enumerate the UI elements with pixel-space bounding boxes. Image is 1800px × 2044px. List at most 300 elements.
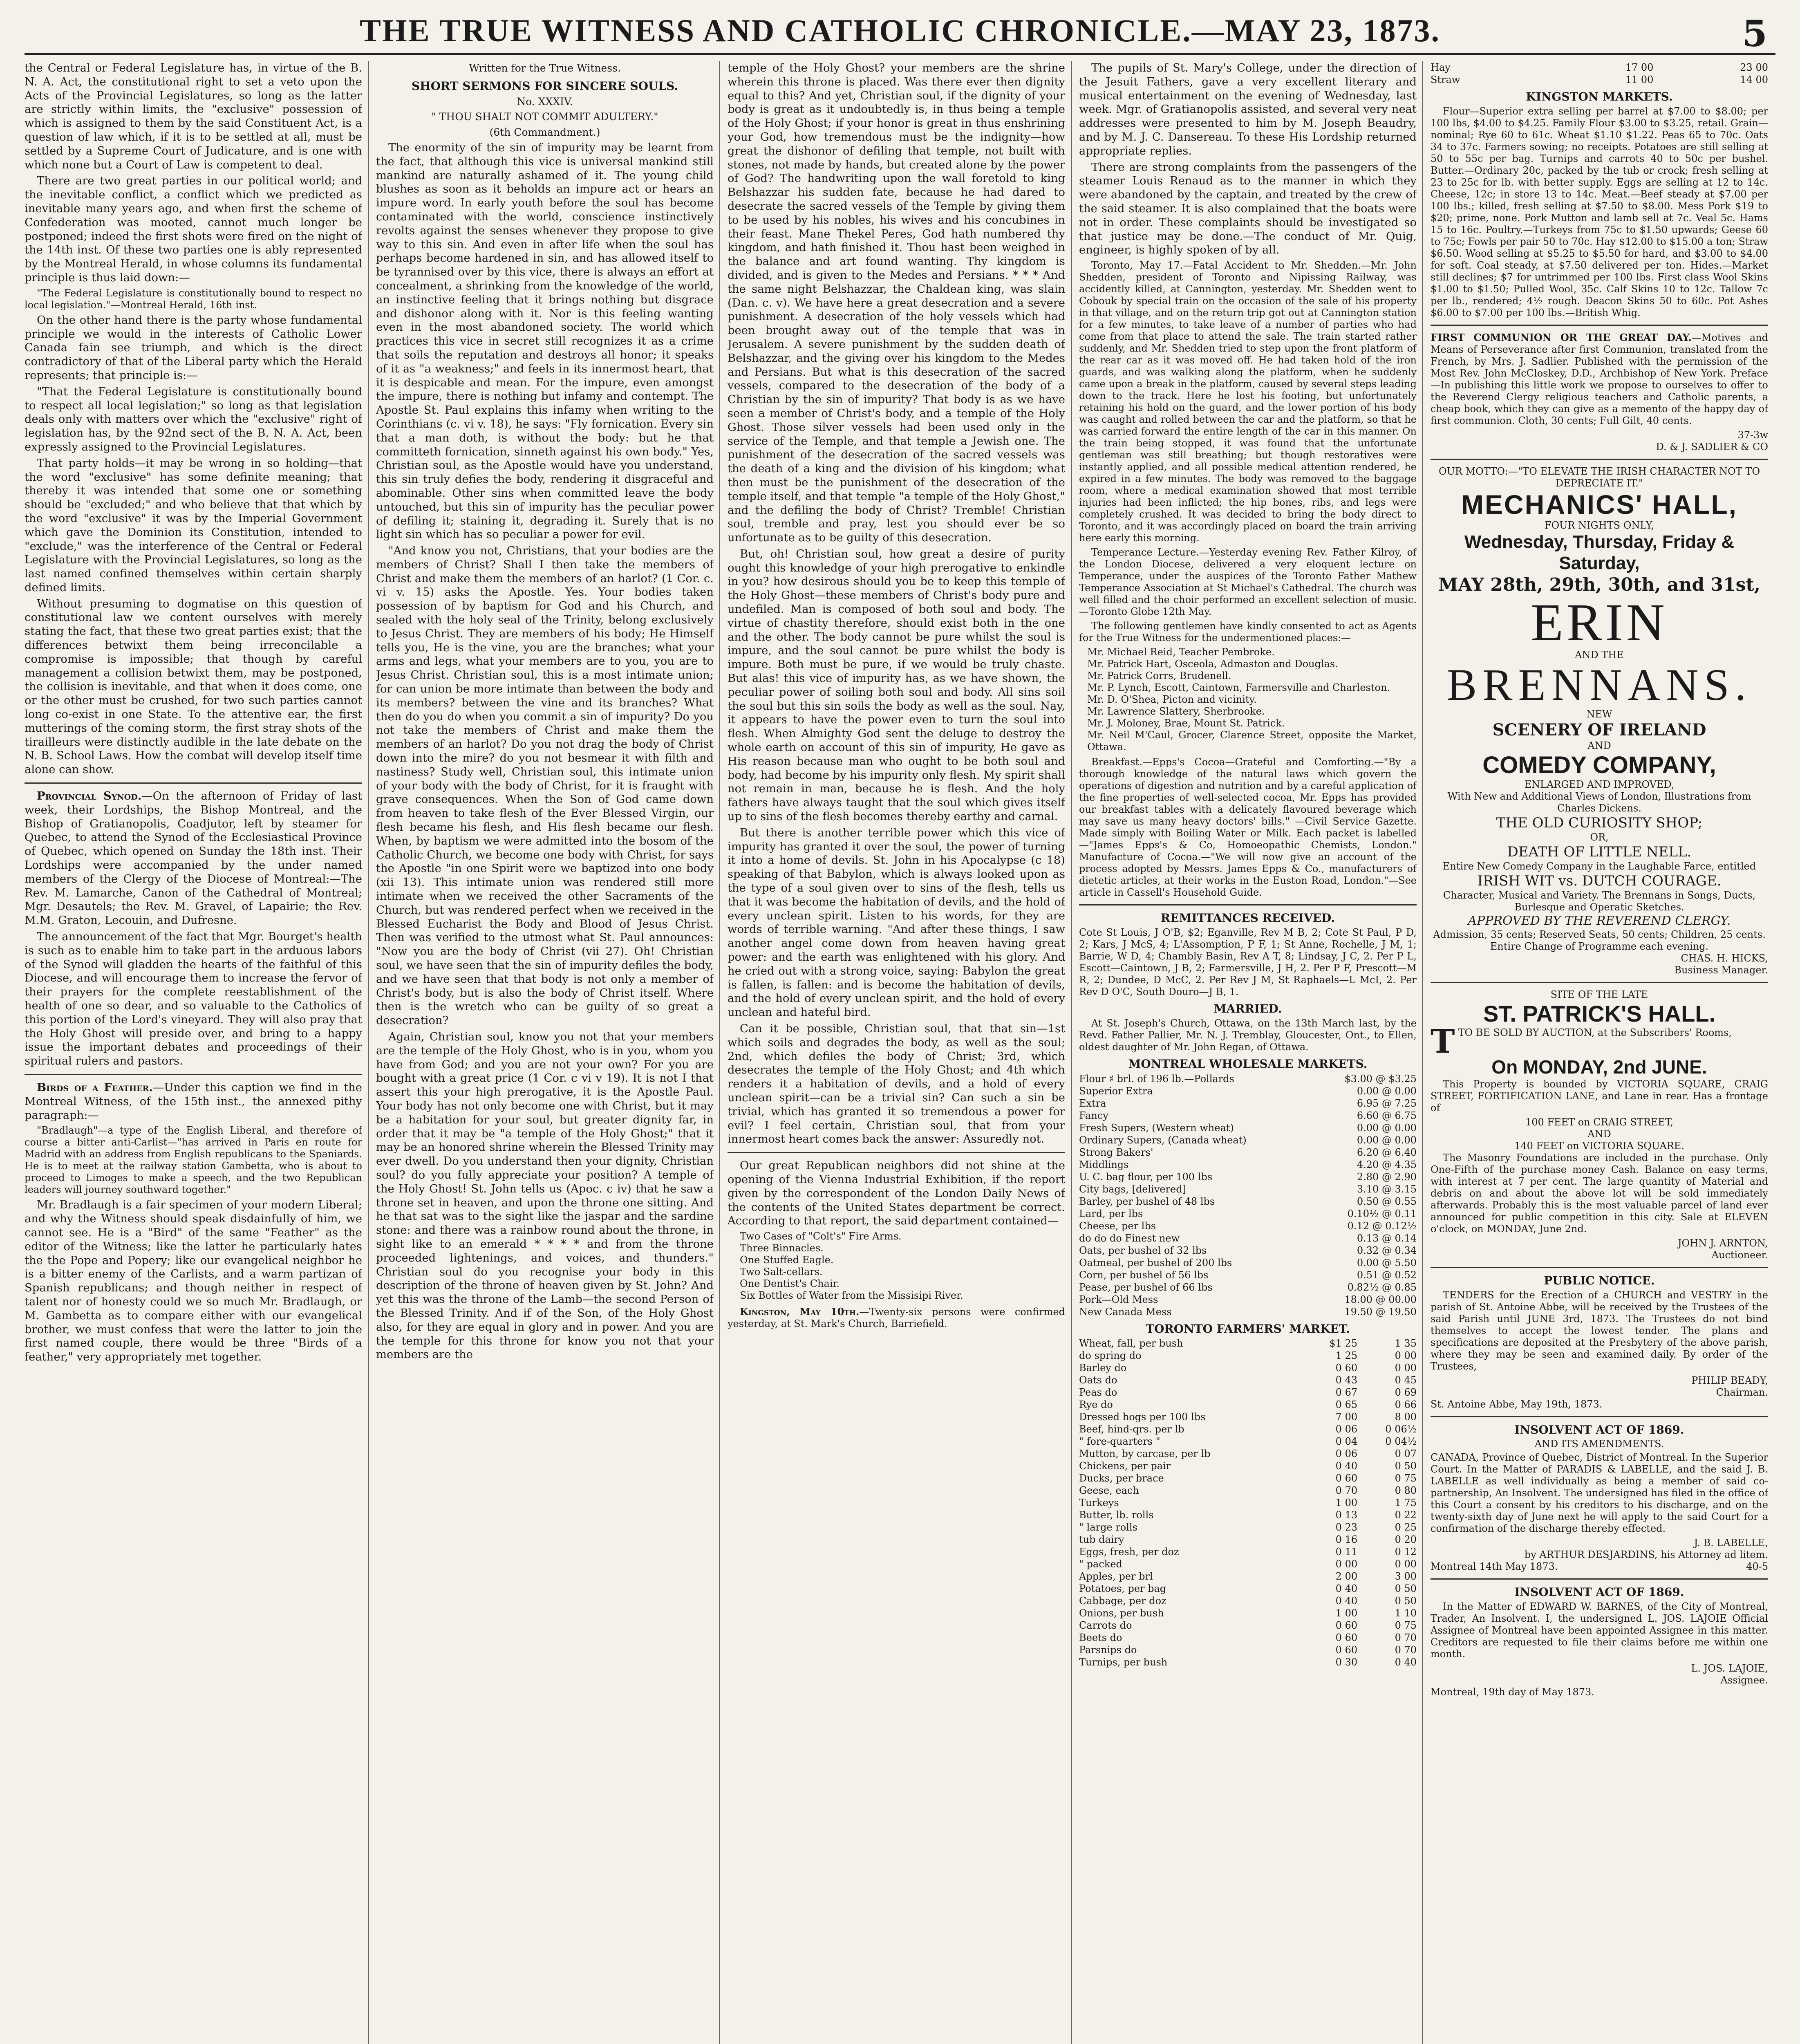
table-row	[1079, 1306, 1417, 1318]
notice-date: St. Antoine Abbe, May 19th, 1873.	[1431, 1398, 1603, 1410]
table-row	[1079, 1232, 1417, 1244]
ad-line: SITE OF THE LATE	[1550, 988, 1648, 1000]
article-paragraph: On the other hand there is the party whose fundamental principle we would in the interests of Catholic Lower Canada fain see triumph, and which is the direct contradictory of that of the Liberal party which the Herald represents; that principle is:—	[25, 314, 362, 382]
table-cell-price: 0 04	[1335, 1436, 1358, 1448]
table-cell-item: Carrots do	[1079, 1620, 1132, 1632]
list-item: Mr. J. Moloney, Brae, Mount St. Patrick.	[1087, 717, 1285, 729]
table-cell-price: 0 60	[1335, 1632, 1358, 1644]
notice-date	[1431, 1561, 1768, 1573]
table-cell-item: U. C. bag flour, per 100 lbs	[1079, 1171, 1213, 1183]
remittances-text: Cote St Louis, J O'B, $2; Eganville, Rev M B, 2; Cote St Paul, P D, 2; Kars, J McS, 4; L'Assomption, P F, 1; St Anne, Rochelle, J M, 1; Barrie, W D, 4; Chambly Basin, Rev A T, 8; Lindsay, J C, 2. Per P L, Escott—Caintown, J B, 2; Farmersville, J H, 2. Per P F, Prescott—M R, 2; Dundee, D McC, 2. Per Rev J M, St Raphaels—L McI, 2. Per Rev D O'C, South Douro—J B, 1.	[1079, 926, 1417, 997]
table-row	[1079, 1435, 1417, 1448]
table-row	[1079, 1570, 1417, 1582]
ad-brennans: BRENNANS.	[1446, 659, 1752, 710]
ad-line: DEATH OF LITTLE NELL.	[1507, 843, 1692, 860]
list-item: Mr. D. O'Shea, Picton and vicinity.	[1087, 694, 1257, 706]
list-item: Mr. Lawrence Slattery, Sherbrooke.	[1087, 706, 1265, 717]
table-row	[1079, 1472, 1417, 1484]
ad-body: —Motives and Means of Perseverance after first Communion, translated from the French, by Mrs. J. Sadlier. Published with the permission of the Most Rev. John McCloskey, D.D., Archbishop of New York. Preface—In publishing this little work we propose to ourselves to offer to the Reverend Clergy religious teachers and Catholic parents, a cheap book, which they can give as a memento of the happy day of first communion. Cloth, 30 cents; Full Gilt, 40 cents.	[1431, 332, 1768, 426]
table-cell-item: Butter, lb. rolls	[1079, 1509, 1154, 1521]
table-cell-price: 0 43	[1335, 1374, 1358, 1386]
table-row	[1079, 1159, 1417, 1171]
article-lead: Birds of a Feather.	[37, 1080, 153, 1094]
table-cell-item: Barley, per bushel of 48 lbs	[1079, 1195, 1215, 1207]
table-cell-price: 0 75	[1395, 1620, 1417, 1632]
table-cell-price: 0.51 @ 0.52	[1357, 1269, 1417, 1281]
notice-signature: L. JOS. LAJOIE,	[1691, 1663, 1768, 1674]
table-cell-item: tub dairy	[1079, 1534, 1124, 1546]
table-cell-price: 17 00	[1625, 62, 1654, 73]
table-cell-item: Oatmeal, per bushel of 200 lbs	[1079, 1257, 1232, 1269]
table-cell-item: Onions, per bush	[1079, 1607, 1164, 1619]
table-cell-item: Turnips, per bush	[1079, 1656, 1168, 1668]
date-text: Montreal 14th May 1873.	[1431, 1561, 1558, 1573]
divider	[1431, 459, 1768, 460]
table-cell-price: 0 60	[1335, 1362, 1358, 1374]
table-cell-price: 0.13 @ 0.14	[1357, 1232, 1417, 1244]
table-row	[1079, 1558, 1417, 1570]
divider	[1431, 1267, 1768, 1268]
table-row	[1079, 1097, 1417, 1109]
list-item: Three Binnacles.	[740, 1242, 824, 1254]
divider	[1431, 982, 1768, 983]
table-cell-item: Middlings	[1079, 1159, 1129, 1170]
section-heading: SHORT SERMONS FOR SINCERE SOULS.	[411, 79, 678, 93]
table-cell-price: 0 30	[1335, 1656, 1358, 1668]
table-row	[1079, 1109, 1417, 1122]
ad-line: With New and Additional Views of London, Illustrations from Charles Dickens.	[1447, 790, 1751, 814]
table-cell-item: Oats, per bushel of 32 lbs	[1079, 1244, 1207, 1256]
table-cell-price: 0 00	[1395, 1362, 1417, 1374]
table-cell-price: 0 60	[1335, 1472, 1358, 1484]
divider	[1431, 325, 1768, 326]
table-row	[1079, 1460, 1417, 1472]
notice-text: At St. Joseph's Church, Ottawa, on the 13th March last, by the Revd. Father Pallier, Mr. N. J. Tremblay, Gloucester, Ont., to Ellen, oldest daughter of Mr. John Regan, of Ottawa.	[1079, 1017, 1417, 1053]
notice-signature: J. B. LABELLE,	[1694, 1537, 1768, 1549]
article-paragraph: Our great Republican neighbors did not shine at the opening of the Vienna Industrial Exhibition, if the report given by the correspondent of the London Daily News of the contents of the United States department be correct. According to that report, the said department contained—	[728, 1159, 1065, 1228]
table-cell-price: 0 06	[1335, 1448, 1358, 1460]
table-cell-item: Hay	[1431, 62, 1451, 73]
table-row	[1079, 1146, 1417, 1159]
article-paragraph: The enormity of the sin of impurity may be learnt from the fact, that although this vice is universal mankind still mankind are naturally ashamed of it. The young child blushes as soon as it beholds an impure act or hears an impure word. In early youth before the soul has become contaminated with the world, conscience instinctively revolts against the senses whenever they propose to give way to this sin. And even in after life when the soul has perhaps become hardened in sin, and has allowed itself to be tyrannised over by this vice, there is always an effort at concealment, a shrinking from the knowledge of the world, an instinctive feeling that it brings nothing but disgrace and dishonor along with it. Nor is this feeling wanting even in the most abandoned society. The world which practices this vice in secret still recognizes it as a crime that soils the reputation and destroys all honor; it speaks of it as "a weakness;" and feels in its innermost heart, that it is despicable and mean. For the impure, even amongst the impure, there is nothing but infamy and contempt. The Apostle St. Paul explains this infamy when writing to the Corinthians (c. vi v. 18), he says: "Fly fornication. Every sin that a man doth, is without the body: but he that committeth fornication, sinneth against his own body." Yes, Christian soul, as the Apostle would have you understand, this sin truly defies the body, rendering it disgraceful and abominable. Other sins when committed leave the body untouched, but this sin of impurity has the peculiar power of defiling it; staining it, degrading it. Surely that is no light sin which has so peculiar a power for evil.	[376, 141, 714, 541]
divider	[25, 782, 362, 784]
table-cell-item: Turkeys	[1079, 1497, 1119, 1509]
table-row	[1079, 1656, 1417, 1668]
table-cell-price: 0 06½	[1385, 1423, 1417, 1435]
article-lead: Provincial Synod.	[37, 789, 142, 803]
article-paragraph	[728, 1306, 1065, 1330]
table-cell-price: 0 12	[1395, 1546, 1417, 1558]
table-cell-price: 11 00	[1625, 74, 1654, 85]
table-cell-item: Pork—Old Mess	[1079, 1293, 1158, 1305]
table-row	[1079, 1582, 1417, 1595]
table-cell-price: 0 60	[1335, 1644, 1358, 1656]
agents-list	[1079, 646, 1417, 753]
ad-signature: D. & J. SADLIER & CO	[1656, 441, 1768, 453]
article-paragraph: Temperance Lecture.—Yesterday evening Rev. Father Kilroy, of the London Diocese, delivered a very eloquent lecture on Temperance, under the auspices of the Toronto Father Mathew Temperance Association at St Michael's Cathedral. The church was well filled and the choir performed an excellent selection of music.—Toronto Globe 12th May.	[1079, 547, 1417, 618]
ad-line: Entire Change of Programme each evening.	[1490, 940, 1709, 952]
market-table	[1079, 1337, 1417, 1668]
article-paragraph: Again, Christian soul, know you not that your members are the temple of the Holy Ghost, who is in you, whom you have from God; and you are not your own? For you are bought with a great price (1 Cor. c vi v 19). It is not I that assert this your high prerogative, it is the Apostle Paul. Your body has not only become one with Christ, but it may be a habitation for your soul, but greater dignity far, in order that it may be "a temple of the Holy Ghost;" that it may be an honored shrine wherein the Blessed Trinity may ever dwell. Do you understand then your dignity, Christian soul? do you fully appreciate your position? A temple of the Holy Ghost! St. John tells us (Apoc. c iv) that he saw a throne set in heaven, and upon the throne one sitting. And he that sat was to the sight like the jaspar and the sardine stone: and there was a rainbow round about the throne, in sight like to an emerald * * * * and from the throne proceeded lightenings, and voices, and thunders." Christian soul do you recognise your body in this description of the throne of heaven given by St. John? And yet this was the throne of the Lamb—the second Person of the Blessed Trinity. And if of the Son, of the Holy Ghost also, for they are equal in glory and in power. And you are the temple for this throne for know you not that your members are the	[376, 1030, 714, 1361]
table-cell-price: 1 35	[1395, 1338, 1417, 1349]
table-cell-price: 0 40	[1335, 1583, 1358, 1595]
column-2	[376, 61, 714, 2044]
table-row	[1079, 1269, 1417, 1281]
article-paragraph: "And know you not, Christians, that your bodies are the members of Christ? Shall I then take the members of Christ and make them the members of an harlot? (1 Cor. c. vi v. 15) asks the Apostle. Yes. Your bodies taken possession of by baptism for God and his Church, and sealed with the holy seal of the Trinity, belong exclusively to Jesus Christ. They are members of his body; He Himself tells you, He is the vine, you are the branches; what your arms and legs, what your members are to you, you are to Jesus Christ. Christian soul, this is a most intimate union; for can union be more intimate than between the body and its members? between the vine and its branches? What then do you do when you commit a sin of impurity? Do you not take the members of Christ and make them the members of an harlot? Do you not drag the body of Christ down into the mire? do you not besmear it with filth and nastiness? Study well, Christian soul, this intimate union of your body with the body of Christ, for it is fraught with grave consequences. When the Son of God came down from heaven to take flesh of the Ever Blessed Virgin, our flesh became his flesh, and His flesh became our flesh. When, by baptism we were admitted into the bosom of the Catholic Church, we become one body with Christ, for says the Apostle "in one Spirit were we baptized into one body (xii 13). This intimate union was rendered still more intimate when we received the other Sacraments of the Church, but was rendered perfect when we received in the Blessed Eucharist the Body and Blood of Jesus Christ. Then was verified to the utmost what St. Paul announces: "Now you are the body of Christ (vii 27). Oh! Christian soul, we have seen that the sin of impurity defiles the body, and we have seen that that body is not only a member of Christ's body, but is also the body of Christ itself. Where then is the wretch who can be guilty of so great a desecration?	[376, 545, 714, 1027]
section-heading: MONTREAL WHOLESALE MARKETS.	[1128, 1057, 1368, 1071]
ad-line: NEW	[1586, 708, 1612, 720]
table-cell-item: Peas do	[1079, 1387, 1117, 1399]
ad-line: MAY 28th, 29th, 30th, and 31st,	[1438, 574, 1761, 595]
ad-line: Wednesday, Thursday, Friday & Saturday,	[1464, 531, 1735, 573]
table-cell-price: 0.12 @ 0.12½	[1347, 1220, 1417, 1232]
ad-signature-role: Auctioneer.	[1711, 1249, 1768, 1261]
article-paragraph: the Central or Federal Legislature has, in virtue of the B. N. A. Act, the constitutional right to set a veto upon the Acts of the Provincial Legislatures, so long as the latter are strictly within limits, the "exclusive" possession of which is assigned to them by the said Constituent Act, is a question of law which, if it is to be settled at all, must be settled by a Supreme Court of Judicature, and is one with which none but a Court of Law is competent to deal.	[25, 62, 362, 171]
table-row	[1079, 1607, 1417, 1619]
table-cell-item: Oats do	[1079, 1374, 1117, 1386]
table-row	[1079, 1374, 1417, 1386]
motto: OUR MOTTO:—"TO ELEVATE THE IRISH CHARACTER NOT TO DEPRECIATE IT."	[1438, 465, 1760, 489]
article-paragraph: The pupils of St. Mary's College, under the direction of the Jesuit Fathers, gave a very excellent literary and musical entertainment on the evening of Wednesday, last week. Mgr. of Gratianopolis assisted, and several very neat addresses were presented to him by M. Joseph Beaudry, and by M. J. C. Dansereau. To these His Lordship returned appropriate replies.	[1079, 62, 1417, 157]
table-cell-price: 0 04½	[1385, 1436, 1417, 1448]
table-row	[1079, 1411, 1417, 1423]
quotation: "Bradlaugh"—a type of the English Liberal, and therefore of course a bitter anti-Carlist—"has arrived in Paris en route for Madrid with an address from English republicans to the Spaniards. He is to meet at the railway station Gambetta, who is about to proceed to Limoges to make a speech, and the two Republican leaders will journey southward together."	[25, 1125, 362, 1196]
section-heading: TORONTO FARMERS' MARKET.	[1146, 1322, 1350, 1336]
article-paragraph: Can it be possible, Christian soul, that that sin—1st which soils and degrades the body, as well as the soul; 2nd, which defiles the body of Christ; 3rd, which desecrates the temple of the Holy Ghost; and 4th which renders it a habitation of devils, and a hold of every unclean spirit—can be a trivial sin? Can such a sin be trivial, which has granted it so tremendous a power for evil? I feel certain, Christian soul, that from your innermost heart comes back the answer: Assuredly not.	[728, 1022, 1065, 1146]
market-table	[1079, 1073, 1417, 1318]
table-row	[1079, 1399, 1417, 1411]
table-row	[1079, 1349, 1417, 1362]
advertisement-text: Breakfast.—Epps's Cocoa—Grateful and Comforting.—"By a thorough knowledge of the natural laws which govern the operations of digestion and nutrition and by a careful application of the fine properties of well-selected cocoa, Mr. Epps has provided our breakfast tables with a delicately flavoured beverage which may save us many heavy doctors' bills." —Civil Service Gazette. Made simply with Boiling Water or Milk. Each packet is labelled—"James Epps's & Co, Homoeopathic Chemists, London." Manufacture of Cocoa.—"We will now give an account of the process adopted by Messrs. James Epps & Co., manufacturers of dietetic articles, at their works in the Euston Road, London."—See article in Cassell's Household Guide.	[1079, 756, 1417, 899]
divider	[1431, 1578, 1768, 1580]
table-cell-price: 0 50	[1395, 1460, 1417, 1472]
table-cell-price: 2.80 @ 2.90	[1357, 1171, 1417, 1183]
ad-code: 37-3w	[1737, 429, 1768, 441]
table-cell-price: 6.95 @ 7.25	[1357, 1097, 1417, 1109]
notice-signature: PHILIP BEADY,	[1691, 1374, 1768, 1386]
table-cell-price: 0.00 @ 0.00	[1357, 1134, 1417, 1146]
table-cell-item: " large rolls	[1079, 1522, 1137, 1533]
table-cell-price: 0.00 @ 0.00	[1357, 1122, 1417, 1134]
section-heading: INSOLVENT ACT OF 1869.	[1514, 1585, 1684, 1599]
table-cell-item: Dressed hogs per 100 lbs	[1079, 1411, 1206, 1423]
page-number: 5	[1742, 12, 1767, 55]
column-5	[1431, 61, 1768, 2044]
article-paragraph: Without presuming to dogmatise on this question of constitutional law we content ourselves with merely stating the fact, that these two great parties exist; that the differences betwixt them being irreconcilable a compromise is impossible; that though by careful management a collision betwixt them, may be postponed, the collision is inevitable, and that when it does come, one or the other must be crushed, for two such parties cannot long co-exist in one State. To the attentive ear, the first mutterings of the coming storm, the first stray shots of the tirailleurs were distinctly audible in the late debate on the N. B. School Laws. How the combat will develop itself time alone can show.	[25, 597, 362, 776]
table-cell-price: 2 00	[1335, 1571, 1358, 1582]
masthead	[25, 8, 1775, 55]
article-paragraph: Mr. Bradlaugh is a fair specimen of your modern Liberal; and why the Witness should speak disdainfully of him, we cannot see. He is a "Bird" of the same "Feather" as the editor of the Witness; like the latter he particularly hates the the Pope and Popery; like our evangelical neighbor he is a bitter enemy of the Carlists, and a warm partizan of Spanish republicans; and though neither in respect of talent nor of honesty could we so much Mr. Bradlaugh, or M. Gambetta as to compare either with our evangelical brother, we must confess that were the latter to join the first named couple, there would be three "Birds of a feather," very appropriately met together.	[25, 1199, 362, 1364]
table-row	[1079, 1595, 1417, 1607]
ad-line: Entire New Comedy Company in the Laughable Farce, entitled	[1442, 860, 1756, 872]
table-cell-item: do do do Finest new	[1079, 1232, 1180, 1244]
ad-headline: COMEDY COMPANY,	[1482, 751, 1716, 778]
ad-line: APPROVED BY THE REVEREND CLERGY.	[1468, 913, 1731, 928]
column-rule	[719, 61, 720, 2044]
ad-body: This Property is bounded by VICTORIA SQUARE, CRAIG STREET, FORTIFICATION LANE, and Lane in rear. Has a frontage of	[1431, 1078, 1768, 1114]
divider	[1431, 1416, 1768, 1417]
table-cell-price: 6.20 @ 6.40	[1357, 1146, 1417, 1158]
list-item: Two Salt-cellars.	[740, 1266, 823, 1278]
table-cell-item: Mutton, by carcase, per lb	[1079, 1448, 1211, 1460]
list-item: Mr. P. Lynch, Escott, Caintown, Farmersville and Charleston.	[1087, 682, 1390, 694]
table-cell-price: 1 10	[1395, 1607, 1417, 1619]
table-cell-item: Barley do	[1079, 1362, 1127, 1374]
exhibit-list	[728, 1230, 1065, 1302]
table-row	[1079, 1195, 1417, 1208]
table-cell-price: 0 66	[1395, 1399, 1417, 1411]
table-cell-price: 0 23	[1335, 1522, 1358, 1533]
column-rule	[1422, 61, 1423, 2044]
section-heading: REMITTANCES RECEIVED.	[1160, 911, 1335, 925]
notice-text: CANADA, Province of Quebec, District of Montreal. In the Superior Court. In the Matter of PARADIS & LABELLE, and the said J. B. LABELLE as well individually as being a member of said co-partnership, An Insolvent. The undersigned has filed in the office of this Court a consent by his creditors to his discharge, and on the twenty-sixth day of June next he will apply to the said Court for a confirmation of the discharge thereby effected.	[1431, 1452, 1768, 1535]
table-cell-price: 1 00	[1335, 1497, 1358, 1509]
table-cell-item: Rye do	[1079, 1399, 1113, 1411]
table-row	[1079, 1208, 1417, 1220]
table-row	[1079, 1521, 1417, 1533]
sermon-number: No. XXXIV.	[517, 95, 573, 108]
table-cell-price: 14 00	[1740, 74, 1768, 85]
table-cell-price: 0 22	[1395, 1509, 1417, 1521]
article-lead: Kingston, May 10th.	[740, 1306, 860, 1318]
table-cell-item: Cabbage, per doz	[1079, 1595, 1166, 1607]
ad-line: AND	[1587, 740, 1611, 751]
table-cell-item: New Canada Mess	[1079, 1306, 1172, 1318]
table-row	[1079, 1448, 1417, 1460]
ad-line: AND	[1587, 1128, 1611, 1140]
article-paragraph: There are two great parties in our political world; and the inevitable conflict, a conflict which we predicted as inevitable many years ago, and when first the scheme of Confederation was mooted, cannot much longer be postponed; indeed the first shots were fired on the night of the 14th inst. Of these two parties one is ably represented by the Montreal Herald, in whose columns its fundamental principle is thus laid down:—	[25, 175, 362, 284]
article-paragraph: Toronto, May 17.—Fatal Accident to Mr. Shedden.—Mr. John Shedden, president of Toronto and Nipissing Railway, was accidently killed, at Cannington, yesterday. Mr. Shedden went to Cobouk by special train on the occasion of the sale of his property in that village, and on the return trip got out at Cannington station for a few minutes, to take leave of a number of parties who had come from that place to attend the sale. The train started rather suddenly, and Mr. Shedden tried to step upon the front platform of the rear car as it was moved off. He had taken hold of the iron guards, and was walking along the platform, when he suddenly came upon a break in the platform, caused by several steps leading down to the track. Here he lost his footing, but unfortunately retaining his hold on the guard, and the lower portion of his body was caught and rolled between the car and the platform, so that he was carried forward the entire length of the car in this manner. On the train being stopped, it was found that the unfortunate gentleman was still breathing; but though restoratives were instantly applied, and all possible medical attention rendered, he expired in a few minutes. The body was removed to the baggage room, where a medical examination showed that most terrible injuries had been inflicted; the hip bones, ribs, and legs were completely crushed. It was decided to bring the body direct to Toronto, and it was accordingly placed on board the train arriving here early this morning.	[1079, 260, 1417, 544]
table-cell-price: 3.10 @ 3.15	[1357, 1183, 1417, 1195]
article-paragraph: "That the Federal Legislature is constitutionally bound to respect all local legislation;" so long as that legislation deals only with matters over which the "exclusive" right of legislation has, by the 92nd sect of the B. N. A. Act, been expressly assigned to the Provincial Legislatures.	[25, 385, 362, 453]
article-paragraph	[25, 789, 362, 928]
table-row	[1079, 1497, 1417, 1509]
table-cell-item: Wheat, fall, per bush	[1079, 1338, 1183, 1349]
table-row	[1079, 1183, 1417, 1195]
table-cell-item: Straw	[1431, 74, 1460, 85]
ad-line: 100 FEET on CRAIG STREET,	[1525, 1116, 1673, 1128]
table-cell-item: City bags, [delivered]	[1079, 1183, 1186, 1195]
table-cell-item: Strong Bakers'	[1079, 1146, 1153, 1158]
table-cell-price: 1 75	[1395, 1497, 1417, 1509]
list-item: Mr. Michael Reid, Teacher Pembroke.	[1087, 646, 1275, 658]
table-cell-price: $3.00 @ $3.25	[1344, 1073, 1417, 1085]
section-heading: KINGSTON MARKETS.	[1526, 90, 1673, 103]
sermon-subtitle: (6th Commandment.)	[489, 126, 600, 139]
table-row	[1079, 1085, 1417, 1097]
article-text: —On the afternoon of Friday of last week, their Lordships, the Bishop Montreal, and the Bishop of Gratianopolis, Coadjutor, left by steamer for Quebec, to attend the Synod of the Ecclesiastical Province of Quebec, which opened on Sunday the 18th inst. Their Lordships were accompanied by the under named members of the Clergy of the Diocese of Montreal:—The Rev. M. Lamarche, Canon of the Cathedral of Montreal; Mgr. Desautels; the Rev. M. Gravel, of Lapairie; the Rev. M.M. Graton, Lecouin, and Dufresne.	[25, 790, 362, 927]
sermon-title: " THOU SHALT NOT COMMIT ADULTERY."	[431, 111, 658, 123]
table-cell-price: 0 65	[1335, 1399, 1358, 1411]
table-cell-item: " packed	[1079, 1558, 1122, 1570]
table-cell-item: Lard, per lbs	[1079, 1208, 1143, 1219]
table-row	[1079, 1644, 1417, 1656]
table-row	[1079, 1509, 1417, 1521]
table-cell-price: 8 00	[1395, 1411, 1417, 1423]
divider	[728, 1152, 1065, 1153]
ad-line: THE OLD CURIOSITY SHOP;	[1496, 814, 1703, 831]
table-row	[1431, 74, 1768, 86]
ad-line: OR,	[1590, 831, 1609, 843]
table-cell-item: Parsnips do	[1079, 1644, 1137, 1656]
ad-body: TO BE SOLD BY AUCTION, at the Subscribers' Rooms,	[1458, 1026, 1732, 1038]
divider	[1079, 904, 1417, 905]
table-row	[1079, 1257, 1417, 1269]
ad-line: FOUR NIGHTS ONLY,	[1544, 519, 1654, 531]
ad-line	[1431, 1022, 1768, 1060]
article-paragraph: But there is another terrible power which this vice of impurity has granted it over the soul, the power of turning it into a home of devils. St. John in his Apocalypse (c 18) speaking of that Babylon, which is always looked upon as the type of a soul given over to sins of the flesh, tells us that it was become the habitation of devils, and the hold of every unclean spirit. Listen to his words, for they are words of terrible warning. "And after these things, I saw another angel come down from heaven having great power: and the earth was enlightened with his glory. And he cried out with a strong voice, saying: Babylon the great is fallen, is fallen: and is become the habitation of devils, and the hold of every unclean spirit, and the hold of every unclean and hateful bird.	[728, 826, 1065, 1019]
table-cell-item: Extra	[1079, 1097, 1106, 1109]
list-item: Mr. Patrick Corrs, Brudenell.	[1087, 670, 1231, 682]
table-row	[1079, 1073, 1417, 1085]
table-row	[1079, 1220, 1417, 1232]
list-item: Six Bottles of Water from the Missisipi River.	[740, 1290, 963, 1302]
ad-line: Admission, 35 cents; Reserved Seats, 50 cents; Children, 25 cents.	[1433, 928, 1766, 940]
table-cell-price: 4.20 @ 4.35	[1357, 1159, 1417, 1170]
article-paragraph: The announcement of the fact that Mgr. Bourget's health is such as to enable him to take part in the arduous labors of the Synod will gladden the hearts of the faithful of this Diocese, and will encourage them to increase the fervor of their prayers for the complete reestablishment of the health of one so dear, and so valuable to the Catholics of this portion of the Lord's vineyard. They will also pray that the Holy Ghost will preside over, and bring to a happy issue the important debates and proceedings of their spiritual rulers and pastors.	[25, 930, 362, 1068]
list-item: Mr. Patrick Hart, Osceola, Admaston and Douglas.	[1087, 658, 1338, 670]
table-cell-price: 0.32 @ 0.34	[1357, 1244, 1417, 1256]
table-row	[1079, 1484, 1417, 1497]
table-cell-price: 0 69	[1395, 1387, 1417, 1399]
table-row	[1079, 1134, 1417, 1146]
table-cell-price: 0 40	[1335, 1460, 1358, 1472]
table-cell-price: 1 25	[1335, 1350, 1358, 1362]
table-row	[1079, 1337, 1417, 1349]
table-row	[1079, 1546, 1417, 1558]
notice-text: TENDERS for the Erection of a CHURCH and VESTRY in the parish of St. Antoine Abbe, will be received by the Trustees of the said Parish until JUNE 3rd, 1873. The Trustees do not bind themselves to accept the lowest tender. The plans and specifications are deposited at the Presbytery of the above parish, where they may be seen and examined daily. By order of the Trustees,	[1431, 1289, 1768, 1372]
table-cell-price: 1 00	[1335, 1607, 1358, 1619]
table-cell-price: 0 45	[1395, 1374, 1417, 1386]
table-row	[1079, 1171, 1417, 1183]
table-cell-price: 0 50	[1395, 1583, 1417, 1595]
notice-attorney: by ARTHUR DESJARDINS, his Attorney ad litem.	[1524, 1549, 1768, 1561]
table-cell-price: 0 20	[1395, 1534, 1417, 1546]
table-cell-item: Superior Extra	[1079, 1085, 1153, 1097]
article-text: —Under this caption we find in the Montreal Witness, of the 15th inst., the annexed pithy paragraph:—	[25, 1081, 362, 1122]
column-1	[25, 61, 362, 2044]
table-cell-price: 0 07	[1395, 1448, 1417, 1460]
table-row	[1431, 61, 1768, 74]
table-cell-item: Beets do	[1079, 1632, 1122, 1644]
section-heading: MARRIED.	[1213, 1002, 1282, 1015]
ad-erin: ERIN	[1531, 593, 1668, 652]
ad-body: The Masonry Foundations are included in the purchase. Only One-Fifth of the purchase money Cash. Balance on easy terms, with interest at 7 per cent. The large quantity of Material and debris on and about the above lot will be sold immediately afterwards. Probably this is the most valuable parcel of land ever announced for public competition in this city. Sale at ELEVEN o'clock, on MONDAY, June 2nd.	[1431, 1152, 1768, 1235]
table-cell-item: Potatoes, per bag	[1079, 1583, 1166, 1595]
table-cell-item: Chickens, per pair	[1079, 1460, 1171, 1472]
article-paragraph: The following gentlemen have kindly consented to act as Agents for the True Witness for the undermentioned places:—	[1079, 620, 1417, 644]
table-cell-price: 0 40	[1335, 1595, 1358, 1607]
ad-signature: JOHN J. ARNTON,	[1677, 1237, 1768, 1249]
table-cell-price: 0 00	[1335, 1558, 1358, 1570]
article-text: —Twenty-six persons were confirmed yesterday, at St. Mark's Church, Barriefield.	[728, 1306, 1065, 1330]
table-cell-price: 0 11	[1335, 1546, 1358, 1558]
table-row	[1079, 1423, 1417, 1435]
ad-headline: ST. PATRICK'S HALL.	[1483, 1000, 1716, 1026]
quotation: "The Federal Legislature is constitutionally bound to respect no local legislation."—Montreal Herald, 16th inst.	[25, 287, 362, 311]
article-paragraph	[25, 1081, 362, 1122]
ad-signature: CHAS. H. HICKS,	[1681, 952, 1768, 964]
table-cell-price: 18.00 @ 00.00	[1344, 1293, 1417, 1305]
notice-date: Montreal, 19th day of May 1873.	[1431, 1686, 1594, 1698]
section-heading: PUBLIC NOTICE.	[1544, 1273, 1655, 1287]
table-cell-price: $1 25	[1329, 1338, 1358, 1349]
table-row	[1079, 1632, 1417, 1644]
list-item: Two Cases of "Colt's" Fire Arms.	[740, 1230, 902, 1242]
table-cell-item: Cheese, per lbs	[1079, 1220, 1156, 1232]
table-cell-item: Pease, per bushel of 66 lbs	[1079, 1281, 1213, 1293]
table-cell-item: Corn, per bushel of 56 lbs	[1079, 1269, 1209, 1281]
table-cell-price: 3 00	[1395, 1571, 1417, 1582]
masthead-title: THE TRUE WITNESS AND CATHOLIC CHRONICLE.—MAY 23, 1873.	[359, 13, 1441, 48]
ad-line: SCENERY OF IRELAND	[1492, 720, 1706, 740]
article-paragraph: temple of the Holy Ghost? your members are the shrine wherein this throne is placed. Was there ever then dignity equal to this? And yet, Christian soul, if the dignity of your body is great as it undoubtedly is, in thus being a temple of the Holy Ghost; if your honor is great in thus enshrining your God, how tremendous must be the indignity—how great the dishonor of defiling that temple, not built with stones, not made by hands, but created alone by the power of God? The handwriting upon the wall foretold to king Belshazzar his sudden fate, because he had dared to desecrate the sacred vessels of the Temple by giving them to be used by his nobles, his wives and his concubines in their feast. Mane Thekel Peres, God hath numbered thy kingdom, and hath finished it. Thou hast been weighed in the balance and art found wanting. Thy kingdom is divided, and is given to the Medes and Persians. * * * And the same night Belshazzar, the Chaldean king, was slain (Dan. c. v). We have here a great desecration and a severe punishment. A desecration of the holy vessels which had been brought away out of the temple that was in Jerusalem. A severe punishment by the sudden death of Belshazzar, and the giving over his kingdom to the Medes and Persians. But what is this desecration of the sacred vessels, compared to the desecration of the body of a Christian by the sin of impurity? That body is as we have seen a member of Christ's body, and a temple of the Holy Ghost. Those silver vessels had been used only in the service of the Temple, and that temple a Jewish one. The punishment of the desecration of the sacred vessels was the death of a king and the division of his kingdom; what then must be the punishment of the desecration of the temple itself, and that temple "a temple of the Holy Ghost," and the defiling the body of Christ? Tremble! Christian soul, tremble and pray, lest you should ever be so unfortunate as to be guilty of this desecration.	[728, 62, 1065, 545]
table-cell-price: 23 00	[1740, 62, 1768, 73]
table-row	[1079, 1533, 1417, 1546]
table-cell-price: 0.10½ @ 0.11	[1347, 1208, 1417, 1219]
table-row	[1079, 1386, 1417, 1399]
list-item: One Stuffed Eagle.	[740, 1254, 834, 1266]
table-cell-price: 0 06	[1335, 1423, 1358, 1435]
table-row	[1079, 1619, 1417, 1632]
table-cell-price: 6.60 @ 6.75	[1357, 1109, 1417, 1121]
table-cell-price: 0 67	[1335, 1387, 1358, 1399]
table-cell-item: Flour ♯ brl. of 196 lb.—Pollards	[1079, 1073, 1234, 1085]
market-table	[1431, 61, 1768, 86]
table-row	[1079, 1281, 1417, 1293]
table-cell-item: Fancy	[1079, 1109, 1108, 1121]
table-cell-item: do spring do	[1079, 1350, 1142, 1362]
column-4	[1079, 61, 1417, 2044]
table-cell-item: Fresh Supers, (Western wheat)	[1079, 1122, 1234, 1134]
table-cell-price: 0.00 @ 5.50	[1357, 1257, 1417, 1269]
table-cell-item: Apples, per brl	[1079, 1571, 1153, 1582]
drop-cap: T	[1431, 1022, 1455, 1060]
ad-code: 40-5	[1746, 1561, 1768, 1573]
table-cell-price: 0 40	[1395, 1656, 1417, 1668]
table-cell-price: 0 70	[1395, 1632, 1417, 1644]
section-heading: INSOLVENT ACT OF 1869.	[1514, 1423, 1684, 1437]
list-item: Mr. Neil M'Caul, Grocer, Clarence Street, opposite the Market, Ottawa.	[1087, 729, 1417, 753]
table-cell-price: 0 50	[1395, 1595, 1417, 1607]
article-paragraph: There are strong complaints from the passengers of the steamer Louis Renaud as to the manner in which they were abandoned by the captain, and treated by the crew of the said steamer. It is also complained that the boats were not in order. These complaints should be investigated so that justice may be done.—The conduct of Mr. Quig, engineer, is highly spoken of by all.	[1079, 161, 1417, 257]
table-cell-price: 0 75	[1395, 1472, 1417, 1484]
notice-signature-role: Assignee.	[1720, 1674, 1768, 1686]
table-cell-item: Ducks, per brace	[1079, 1472, 1164, 1484]
table-cell-item: Ordinary Supers, (Canada wheat)	[1079, 1134, 1247, 1146]
ad-headline: On MONDAY, 2nd JUNE.	[1491, 1056, 1707, 1078]
advertisement-text	[1431, 332, 1768, 427]
article-paragraph: But, oh! Christian soul, how great a desire of purity ought this knowledge of your high prerogative to enkindle in you? how desirous should you be to keep this temple of the Holy Ghost—these members of Christ's body pure and undefiled. Man is composed of both soul and body. The virtue of chastity therefore, should exist both in the one and the other. The body cannot be pure whilst the soul is impure, and the soul cannot be pure whilst the body is impure. Both must be pure, if we would be truly chaste. But alas! this vice of impurity has, as we have shown, the peculiar power of soiling both soul and body. All sins soil the soul but this sin soils the body as well as the soul. Nay, it appears to have the power even to turn the soul into flesh. When Almighty God sent the deluge to destroy the whole earth on account of this sin of impurity, He gave as His reason because man who ought to be both soul and body, had become by his impurity only flesh. My spirit shall not remain in man, because he is flesh. And the holy fathers have always taught that the soul which gives itself up to sins of the flesh becomes thereby earthy and carnal.	[728, 547, 1065, 823]
table-cell-item: " fore-quarters "	[1079, 1436, 1160, 1448]
table-row	[1079, 1122, 1417, 1134]
ad-line: AND THE	[1575, 649, 1624, 661]
table-row	[1079, 1244, 1417, 1257]
table-cell-price: 0.00 @ 0.00	[1357, 1085, 1417, 1097]
table-cell-price: 0 25	[1395, 1522, 1417, 1533]
byline: Written for the True Witness.	[469, 62, 621, 74]
table-cell-price: 0 70	[1335, 1485, 1358, 1497]
ad-line: IRISH WIT vs. DUTCH COURAGE.	[1477, 872, 1722, 889]
list-item: One Dentist's Chair.	[740, 1278, 840, 1290]
ad-line: Character, Musical and Variety. The Brennans in Songs, Ducts, Burlesque and Operatic Sketches.	[1443, 889, 1756, 913]
ad-line: 140 FEET on VICTORIA SQUARE.	[1514, 1140, 1684, 1152]
table-cell-price: 0 80	[1395, 1485, 1417, 1497]
table-cell-price: 0 00	[1395, 1558, 1417, 1570]
table-cell-price: 0 16	[1335, 1534, 1358, 1546]
divider	[25, 1074, 362, 1075]
ad-signature-role: Business Manager.	[1674, 964, 1768, 976]
